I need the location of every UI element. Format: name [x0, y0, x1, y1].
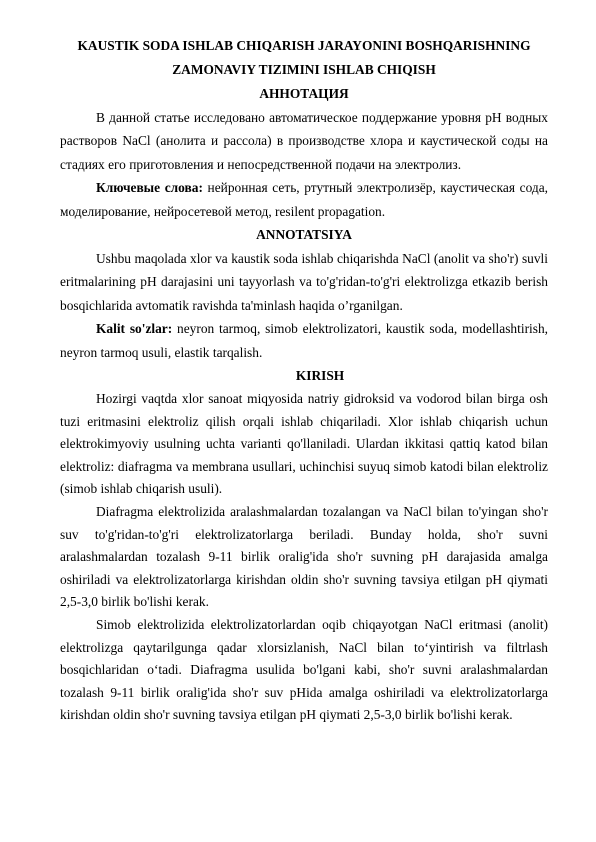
abstract-ru-text: В данной статье исследовано автоматическое поддержание уровня pH водных растворов NaCl (анолита и рассола) в производстве хлора и каустической соды на стадиях его приготовления и непосредственной подачи на электролиз. — [60, 110, 548, 172]
abstract-uz-text: Ushbu maqolada xlor va kaustik soda ishlab chiqarishda NaCl (anolit va sho'r) suvli eritmalarining pH darajasini uni tayyorlash va to'g'ridan-to'g'ri elektrolizga etkazib berish bosqichlarida avtomatik ravishda ta'minlash haqida o’rganilgan. — [60, 251, 548, 313]
intro-paragraph: Simob elektrolizida elektrolizatorlardan oqib chiqayotgan NaCl eritmasi (anolit) elektrolizga qaytarilgunga qadar xlorsizlanish, NaCl bilan to‘yintirish va filtrlash bosqichlaridan o‘tadi. Diafragma usulida bo'lgani kabi, sho'r suvni aralashmalardan tozalash 9-11 birlik oralig'ida sho'r suv pHida amalga oshiriladi va elektrolizatorlarga kirishdan oldin sho'r suvning tavsiya etilgan pH qiymati 2,5-3,0 birlik bo'lishi kerak. — [60, 617, 548, 723]
document-page — [60, 34, 548, 727]
title-line-2: ZAMONAVIY TIZIMINI ISHLAB CHIQISH — [172, 62, 436, 77]
intro-paragraph: Diafragma elektrolizida aralashmalardan tozalangan va NaCl bilan to'yingan sho'r suv to'g'ridan-to'g'ri elektrolizatorlarga beriladi. Bunday holda, sho'r suvni aralashmalardan tozalash 9-11 birlik oralig'ida sho'r suvning pH darajasida amalga oshiriladi va elektrolizatorlarga kirishdan oldin sho'r suvning tavsiya etilgan pH qiymati 2,5-3,0 birlik bo'lishi kerak. — [60, 504, 548, 610]
keywords-text-ru: нейронная сеть, ртутный электролизёр, каустическая сода, моделирование, нейросетевой метод, resilent propagation. — [60, 180, 549, 219]
keywords-label-uz: Kalit so'zlar: — [96, 321, 173, 337]
keywords-text-uz: neyron tarmoq, simob elektrolizatori, kaustik soda, modellashtirish, neyron tarmoq usuli, elastik tarqalish. — [60, 321, 548, 360]
title-line-1: KAUSTIK SODA ISHLAB CHIQARISH JARAYONINI BOSHQARISHNING — [77, 38, 531, 53]
abstract-uz-keywords — [60, 317, 548, 364]
paper-title — [60, 34, 548, 82]
abstract-ru-keywords — [60, 176, 548, 223]
intro-heading: KIRISH — [295, 368, 345, 384]
intro-paragraph: Hozirgi vaqtda xlor sanoat miqyosida natriy gidroksid va vodorod bilan birga osh tuzi eritmasini elektroliz qilish orqali ishlab chiqariladi. Xlor ishlab chiqarish uchun elektrokimyoviy usulning uchta varianti qo'llaniladi. Ulardan ikkitasi qattiq katod bilan elektroliz: diafragma va membrana usullari, uchinchisi suyuq simob katodi bilan elektroliz (simob ishlab chiqarish usuli). — [60, 391, 548, 497]
keywords-label-ru: Ключевые слова: — [96, 180, 203, 196]
abstract-ru-heading: АННОТАЦИЯ — [259, 86, 349, 101]
abstract-uz-heading: ANNOTATSIYA — [256, 227, 352, 243]
